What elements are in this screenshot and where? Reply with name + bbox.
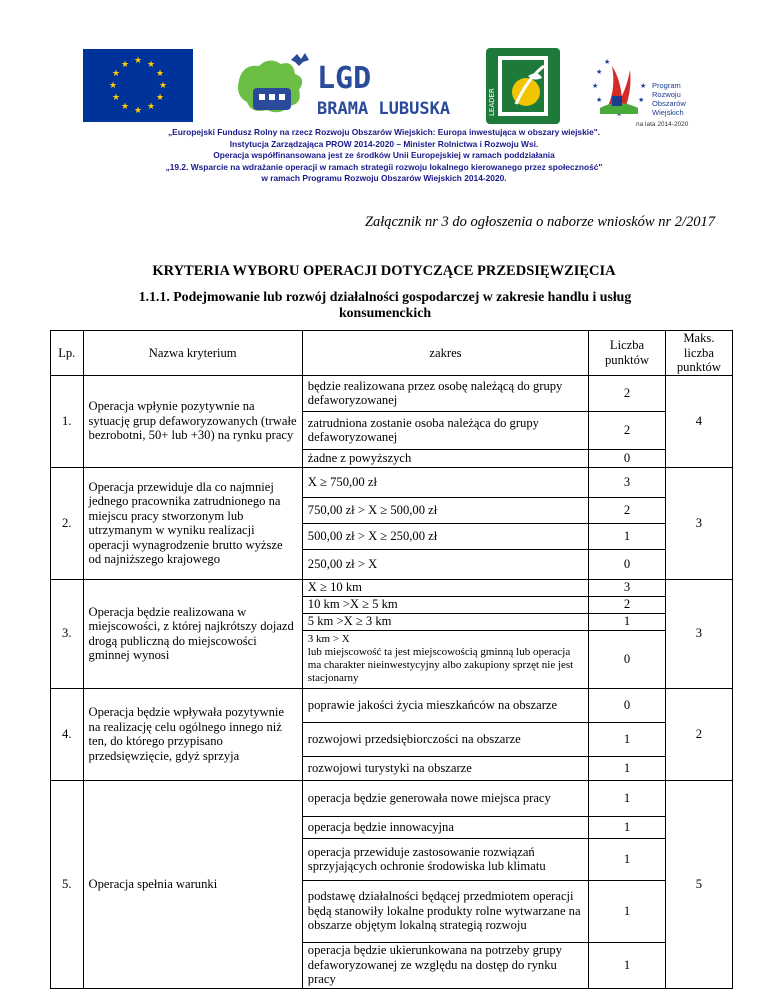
svg-text:Rozwoju: Rozwoju [652, 90, 681, 99]
svg-text:LEADER: LEADER [488, 88, 496, 116]
svg-text:★: ★ [111, 93, 121, 103]
svg-text:★: ★ [120, 60, 130, 70]
svg-text:★: ★ [155, 93, 165, 103]
table-row [51, 579, 733, 596]
option-main: 3 km > X [307, 633, 350, 645]
option-points: 0 [589, 549, 666, 579]
option-points: 1 [589, 613, 666, 630]
criterion-option: operacja będzie ukierunkowana na potrzeby grupy defaworyzowanej ze względu na dostęp do rynku pracy [302, 942, 588, 988]
criterion-option: 750,00 zł > X ≥ 500,00 zł [302, 497, 588, 523]
criterion-option: rozwojowi przedsiębiorczości na obszarze [302, 722, 588, 756]
header-zakres: zakres [302, 331, 588, 376]
option-points: 1 [589, 523, 666, 549]
svg-text:★: ★ [111, 69, 121, 79]
svg-text:★: ★ [158, 81, 168, 91]
criterion-option: rozwojowi turystyki na obszarze [302, 756, 588, 780]
option-points: 1 [589, 838, 666, 880]
svg-text:★: ★ [146, 102, 156, 112]
svg-text:★: ★ [596, 96, 603, 104]
lgd-brama-lubuska-logo [233, 50, 463, 120]
option-points: 0 [589, 449, 666, 467]
prow-2014-2020-logo [586, 48, 716, 130]
header-max: Maks. liczba punktów [665, 331, 732, 376]
option-points: 3 [589, 467, 666, 497]
option-points: 3 [589, 579, 666, 596]
criterion-number: 2. [51, 467, 84, 579]
eu-flag-logo [83, 49, 193, 122]
funding-line: „Europejski Fundusz Rolny na rzecz Rozwoju Obszarów Wiejskich: Europa inwestująca w obszary wiejskie". [167, 127, 601, 137]
svg-text:na lata 2014-2020: na lata 2014-2020 [636, 121, 689, 128]
header-name: Nazwa kryterium [83, 331, 302, 376]
option-points: 2 [589, 596, 666, 613]
svg-text:★: ★ [155, 69, 165, 79]
svg-text:★: ★ [596, 68, 603, 76]
table-row [51, 780, 733, 816]
leader-logo [486, 48, 560, 124]
option-points: 2 [589, 411, 666, 449]
criterion-max-points: 5 [665, 780, 732, 988]
option-points: 1 [589, 756, 666, 780]
logo-bar [0, 40, 768, 128]
criterion-option: żadne z powyższych [302, 449, 588, 467]
subtitle-line: konsumenckich [338, 305, 431, 320]
header-points: Liczba punktów [589, 331, 666, 376]
table-header-row [51, 331, 733, 376]
criteria-table [50, 330, 733, 989]
criterion-max-points: 3 [665, 467, 732, 579]
criterion-option: podstawę działalności będącej przedmiotem operacji będą stanowiły lokalne produkty rolne wytwarzane na obszarze objętym lokalną strategią rozwoju [302, 880, 588, 942]
criterion-name: Operacja będzie realizowana w miejscowości, z której najkrótszy dojazd drogą publiczną do miejscowości gminnej wynosi [83, 579, 302, 688]
funding-line: Operacja współfinansowana jest ze środków Unii Europejskiej w ramach poddziałania [213, 150, 555, 161]
criterion-option: X ≥ 10 km [302, 579, 588, 596]
svg-text:LGD: LGD [317, 61, 372, 96]
criterion-option: X ≥ 750,00 zł [302, 467, 588, 497]
option-points: 2 [589, 375, 666, 411]
criterion-name: Operacja przewiduje dla co najmniej jednego pracownika zatrudnionego na miejscu pracy stworzonym lub utrzymanym w wyniku realizacji operacji wynagrodzenie brutto wyższe od najniższego krajowego [83, 467, 302, 579]
criterion-option: operacja będzie innowacyjna [302, 816, 588, 838]
svg-text:Program: Program [652, 81, 681, 90]
svg-text:★: ★ [120, 102, 130, 112]
svg-text:BRAMA LUBUSKA: BRAMA LUBUSKA [317, 99, 451, 119]
svg-text:Obszarów: Obszarów [652, 99, 686, 108]
table-row [51, 688, 733, 722]
criterion-option: operacja będzie generowała nowe miejsca pracy [302, 780, 588, 816]
criterion-number: 3. [51, 579, 84, 688]
svg-text:★: ★ [146, 60, 156, 70]
criterion-option: 5 km >X ≥ 3 km [302, 613, 588, 630]
table-row [51, 375, 733, 411]
criterion-name: Operacja wpłynie pozytywnie na sytuację grup defaworyzowanych (trwałe bezrobotni, 50+ lub +30) na rynku pracy [83, 375, 302, 467]
criterion-number: 1. [51, 375, 84, 467]
svg-text:Wiejskich: Wiejskich [652, 108, 684, 117]
table-row [51, 467, 733, 497]
option-points: 2 [589, 497, 666, 523]
option-points: 0 [589, 630, 666, 688]
svg-text:★: ★ [133, 106, 143, 116]
svg-text:★: ★ [604, 58, 611, 66]
criterion-max-points: 3 [665, 579, 732, 688]
funding-line: w ramach Programu Rozwoju Obszarów Wiejskich 2014-2020. [261, 173, 507, 184]
criterion-option: 250,00 zł > X [302, 549, 588, 579]
page-title: KRYTERIA WYBORU OPERACJI DOTYCZĄCE PRZEDSIĘWZIĘCIA [152, 263, 616, 279]
svg-text:★: ★ [108, 81, 118, 91]
funding-line: Instytucja Zarządzająca PROW 2014-2020 – Minister Rolnictwa i Rozwoju Wsi. [229, 138, 539, 149]
subtitle-line: 1.1.1. Podejmowanie lub rozwój działalności gospodarczej w zakresie handlu i usług [138, 289, 632, 304]
option-note: lub miejscowość ta jest miejscowością gminną lub operacja ma charakter nieinwestycyjny albo zakupiony sprzęt nie jest stacjonarny [307, 646, 574, 684]
svg-text:★: ★ [592, 82, 599, 90]
option-points: 1 [589, 880, 666, 942]
criterion-option: poprawie jakości życia mieszkańców na obszarze [302, 688, 588, 722]
option-points: 1 [589, 780, 666, 816]
section-subtitle [60, 289, 710, 321]
criterion-option: będzie realizowana przez osobę należącą do grupy defaworyzowanej [302, 375, 588, 411]
option-points: 0 [589, 688, 666, 722]
criterion-number: 5. [51, 780, 84, 988]
criterion-max-points: 4 [665, 375, 732, 467]
annex-reference: Załącznik nr 3 do ogłoszenia o naborze wniosków nr 2/2017 [364, 214, 715, 230]
criterion-option: operacja przewiduje zastosowanie rozwiązań sprzyjających ochronie środowiska lub klimatu [302, 838, 588, 880]
criterion-name: Operacja spełnia warunki [83, 780, 302, 988]
svg-text:★: ★ [638, 96, 645, 104]
criterion-max-points: 2 [665, 688, 732, 780]
criterion-option: zatrudniona zostanie osoba należąca do grupy defaworyzowanej [302, 411, 588, 449]
funding-statement [0, 127, 768, 185]
criterion-option: 500,00 zł > X ≥ 250,00 zł [302, 523, 588, 549]
svg-text:★: ★ [133, 56, 143, 66]
option-points: 1 [589, 816, 666, 838]
svg-text:★: ★ [640, 82, 647, 90]
criterion-name: Operacja będzie wpływała pozytywnie na realizację celu ogólnego innego niż ten, do którego przypisano przedsięwzięcie, gdyż sprzyja [83, 688, 302, 780]
criterion-option: 10 km >X ≥ 5 km [302, 596, 588, 613]
criterion-option [302, 630, 588, 688]
header-lp: Lp. [51, 331, 84, 376]
funding-line: „19.2. Wsparcie na wdrażanie operacji w ramach strategii rozwoju lokalnego kierowanego przez społeczność" [165, 161, 603, 172]
option-points: 1 [589, 722, 666, 756]
option-points: 1 [589, 942, 666, 988]
criterion-number: 4. [51, 688, 84, 780]
